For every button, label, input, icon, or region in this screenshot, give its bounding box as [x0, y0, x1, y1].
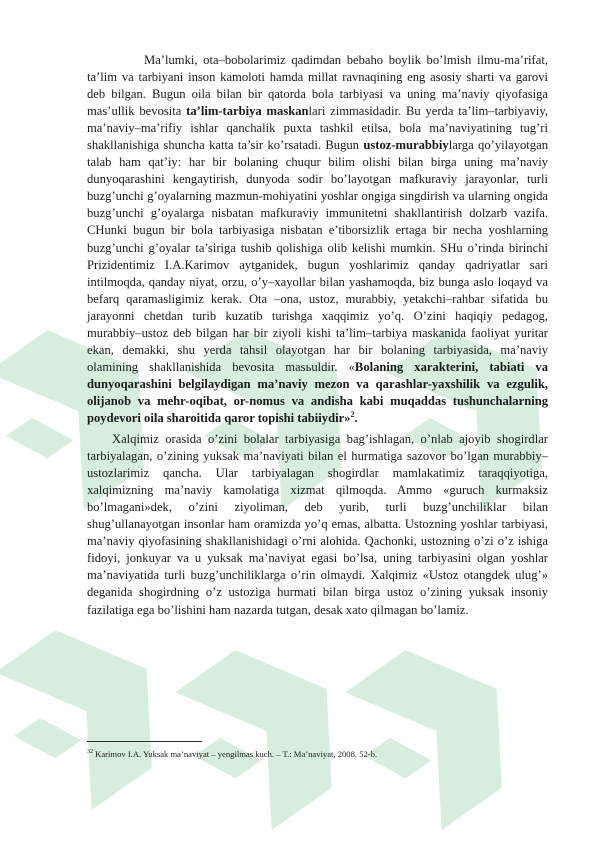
bold-text-run: ta’lim-tarbiya maskan — [186, 104, 309, 119]
footnote — [87, 747, 548, 760]
bold-text-run: . — [354, 410, 358, 425]
quote-text: Bolaning xarakterini, tabiati va dunyoqarashini belgilaydigan ma’naviy mezon va qarashlar-yaxshilik va ezgulik, olijanob va mehr-oqibat, or-nomus va andisha kabi muqaddas tushunchalarning poydevori oila sharoitida qaror topishi tabiiydir» — [87, 359, 549, 425]
footnote-reference: 2 — [350, 409, 355, 419]
text-run: Ma’lumki, ota–bobolarimiz qadimdan bebaho boylik bo’lmish ilmu-ma’rifat, ta’lim va tarbiyani inson kamoloti hamda millat ravnaqining eng asosiy sharti va garovi deb bilgan. Bugun oila bilan bir qatorda bola tarbiyasi va uning ma’naviy qiyofasiga mas’ullik bevosita — [87, 53, 548, 119]
text-run: larga qo’yilayotgan talab ham qat’iy: har bir bolaning chuqur bilim olishi bilan birga uning ma’naviy dunyoqarashini kengaytirish, dunyoda sodir bo’layotgan mafkuraviy jarayonlar, turli buzg’unchi g’oyalarning mazmun-mohiyatini yoshlar ongiga singdirish va ularning ongida buzg’unchi g’oyalarga nisbatan mafkuraviy immunitetni shakllantirish dolzarb vazifa. CHunki bugun bir bola tarbiyasiga nisbatan e’tiborsizlik ertaga bir necha yoshlarning buzg’unchi g’oyalar ta’siriga tushib qolishiga olib kelishi mumkin. SHu o’rinda birinchi Prizidentimiz I.A.Karimov aytganidek, bugun yoshlarimiz qanday qadriyatlar sari intilmoqda, qanday niyat, orzu, o’y–xayollar bilan yashamoqda, biz bunga aslo loqayd va befarq qaramasligimiz kerak. Ota –ona, ustoz, murabbiy, yetakchi–rahbar sifatida bu jarayonni chetdan turib kuzatib turishga xaqqimiz yo’q. O’zini haqiqiy pedagog, murabbiy–ustoz deb bilgan har bir ziyoli kishi ta’lim–tarbiya maskanida faoliyat yuritar ekan, demakki, shu yerda tahsil olayotgan har bir bolaning tarbiyasida, ma’naviy olamining shakllanishida bevosita masьuldir. « — [87, 138, 548, 374]
watermark-mark — [340, 620, 550, 830]
footnote-divider — [87, 741, 202, 742]
bold-text-run: ustoz-murabbiy — [363, 138, 449, 153]
paragraph-2: Xalqimiz orasida o’zini bolalar tarbiyasiga bag’ishlagan, o’nlab ajoyib shogirdlar tarbiyalagan, o’zining yuksak ma’naviyati bilan el hurmatiga sazovor bo’lgan murabbiy–ustozlarimiz qancha. Ular tarbiyalagan shogirdlar mamlakatimiz taraqqiyotiga, xalqimizning ma’naviy kamolatiga xizmat qilmoqda. Ammo «guruch kurmaksiz bo’lmagani»dek, o’zini ziyoliman, deb yurib, turli buzg’unchiliklar bilan shug’ullanayotgan insonlar ham oramizda yo’q emas, albatta. Ustozning yoshlar tarbiyasi, ma’naviy qiyofasining shakllanishidagi o’rni alohida. Qachonki, ustozning o’zi o’z ishiga fidoyi, jonkuyar va u yuksak ma’naviyat egasi bo’lsa, uning tarbiyasini olgan yoshlar ma’naviyatida turli buzg’unchiliklarga o’rin olmaydi. Xalqimiz «Ustoz otangdek ulug’» deganida shogirdning o’z ustoziga hurmati bilan birga ustoz o’zining yuksak insoniy fazilatiga ega bo’lishini ham nazarda tutgan, desak xato qilmagan bo’lamiz. — [87, 432, 548, 617]
paragraph-1 — [87, 52, 548, 427]
footnote-text: Karimov I.A. Yuksak ma’naviyat – yengilmas kuch. – T.: Ma’naviyat, 2008. 52-b. — [93, 748, 378, 759]
document-body — [87, 52, 548, 619]
text-run: lari zimmasidadir. Bu yerda ta’lim–tarbiyaviy, ma’naviy–ma’rifiy ishlar qanchalik puxta tashkil etilsa, bola ma’naviyatining tug’ri shakllanishiga shuncha katta ta’sir ko’rsatadi. Bugun — [87, 104, 548, 153]
footnote-marker: 32 — [87, 749, 93, 755]
